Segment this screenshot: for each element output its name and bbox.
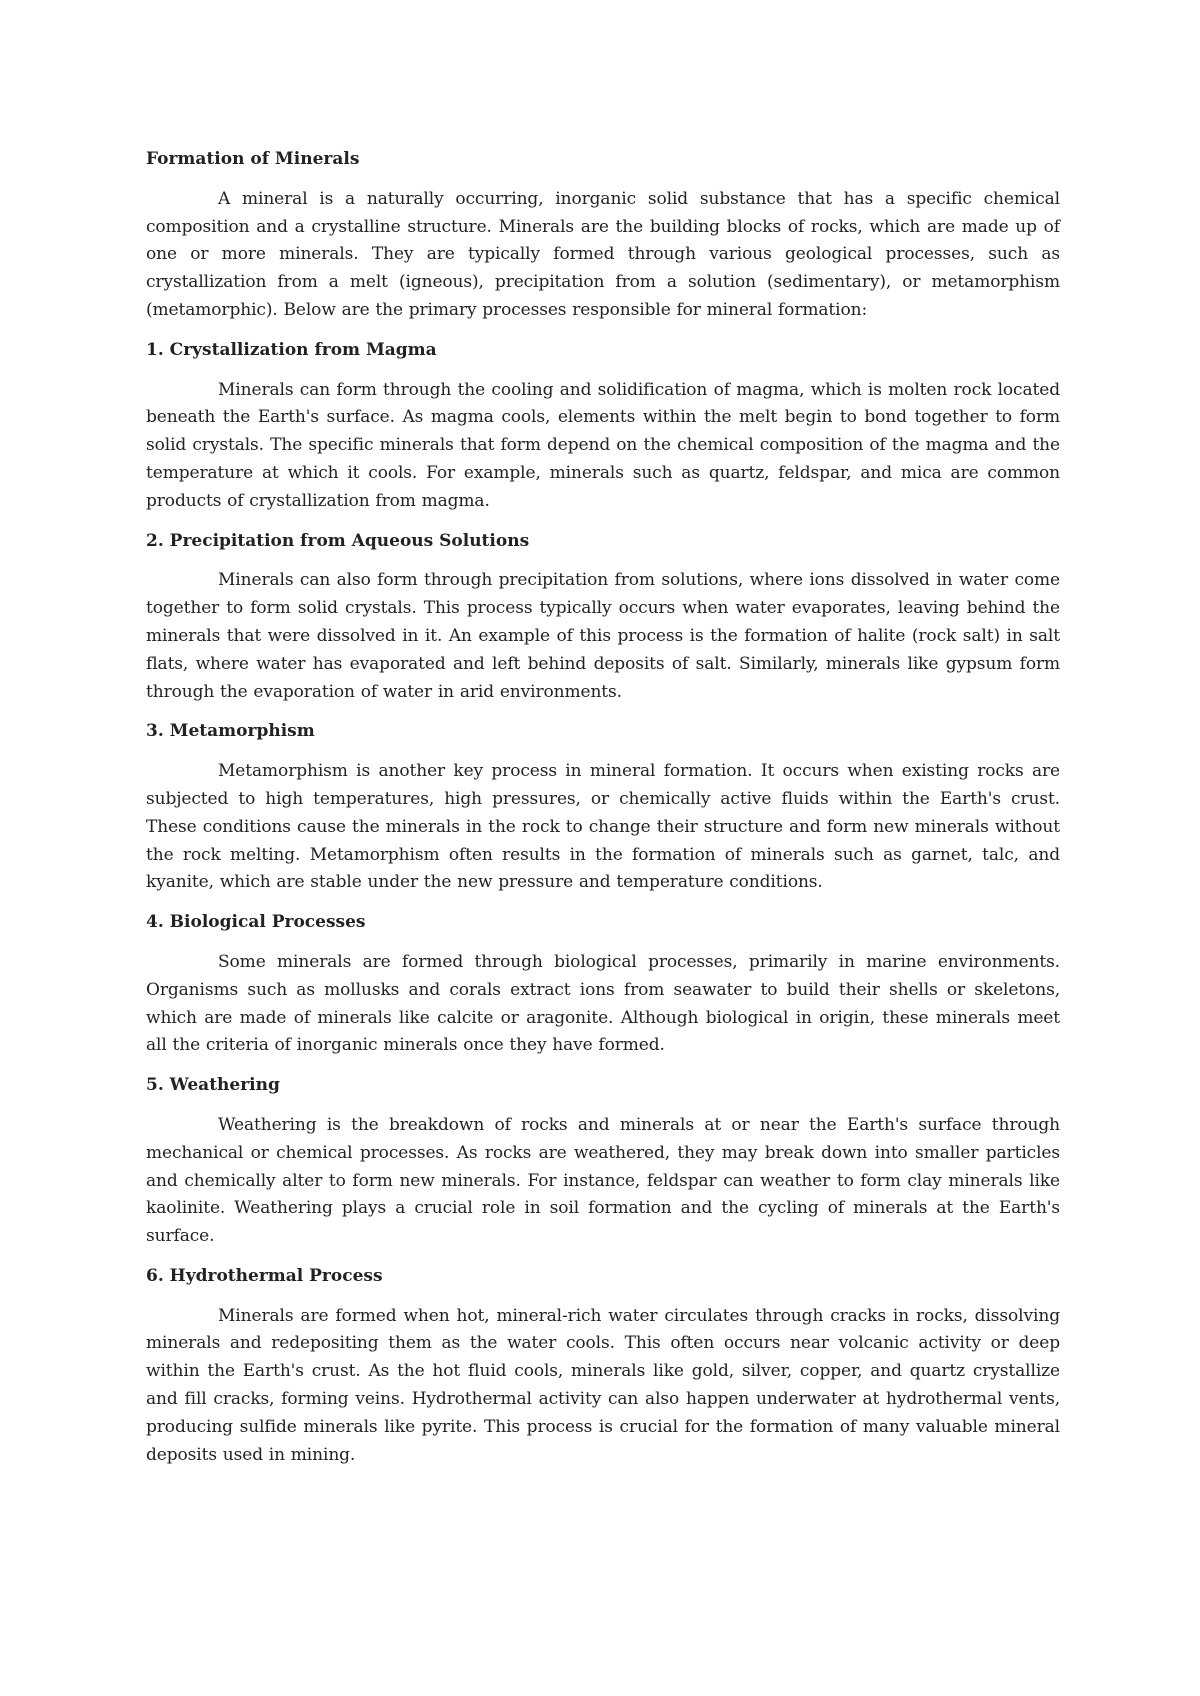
section-metamorphism bbox=[146, 718, 1060, 897]
section-crystallization bbox=[146, 337, 1060, 516]
section-heading: 1. Crystallization from Magma bbox=[146, 339, 437, 360]
section-heading: 5. Weathering bbox=[146, 1075, 280, 1096]
intro-paragraph: A mineral is a naturally occurring, inorganic solid substance that has a specific chemical composition and a crystalline structure. Minerals are the building blocks of rocks, which are made up of one or more minerals. They are typically formed through various geological processes, such as crystallization from a melt (igneous), precipitation from a solution (sedimentary), or metamorphism (metamorphic). Below are the primary processes responsible for mineral formation: bbox=[146, 188, 1060, 320]
section-hydrothermal bbox=[146, 1263, 1060, 1470]
section-paragraph: Minerals are formed when hot, mineral-rich water circulates through cracks in rocks, dissolving minerals and redepositing them as the water cools. This often occurs near volcanic activity or deep within the Earth's crust. As the hot fluid cools, minerals like gold, silver, copper, and quartz crystallize and fill cracks, forming veins. Hydrothermal activity can also happen underwater at hydrothermal vents, producing sulfide minerals like pyrite. This process is crucial for the formation of many valuable mineral deposits used in mining. bbox=[146, 1305, 1060, 1465]
section-heading: 4. Biological Processes bbox=[146, 912, 366, 933]
section-weathering bbox=[146, 1072, 1060, 1251]
section-paragraph: Metamorphism is another key process in mineral formation. It occurs when existing rocks are subjected to high temperatures, high pressures, or chemically active fluids within the Earth's crust. These conditions cause the minerals in the rock to change their structure and form new minerals without the rock melting. Metamorphism often results in the formation of minerals such as garnet, talc, and kyanite, which are stable under the new pressure and temperature conditions. bbox=[146, 761, 1060, 893]
section-paragraph: Minerals can also form through precipitation from solutions, where ions dissolved in water come together to form solid crystals. This process typically occurs when water evaporates, leaving behind the minerals that were dissolved in it. An example of this process is the formation of halite (rock salt) in salt flats, where water has evaporated and left behind deposits of salt. Similarly, minerals like gypsum form through the evaporation of water in arid environments. bbox=[146, 570, 1060, 702]
section-paragraph: Weathering is the breakdown of rocks and minerals at or near the Earth's surface through mechanical or chemical processes. As rocks are weathered, they may break down into smaller particles and chemically alter to form new minerals. For instance, feldspar can weather to form clay minerals like kaolinite. Weathering plays a crucial role in soil formation and the cycling of minerals at the Earth's surface. bbox=[146, 1114, 1060, 1247]
section-precipitation bbox=[146, 528, 1060, 707]
section-heading: 2. Precipitation from Aqueous Solutions bbox=[146, 530, 530, 551]
document-title: Formation of Minerals bbox=[146, 149, 360, 169]
section-paragraph: Some minerals are formed through biological processes, primarily in marine environments. Organisms such as mollusks and corals extract ions from seawater to build their shells or skeletons, which are made of minerals like calcite or aragonite. Although biological in origin, these minerals meet all the criteria of inorganic minerals once they have formed. bbox=[146, 951, 1060, 1056]
section-heading: 6. Hydrothermal Process bbox=[146, 1265, 383, 1286]
section-paragraph: Minerals can form through the cooling and solidification of magma, which is molten rock located beneath the Earth's surface. As magma cools, elements within the melt begin to bond together to form solid crystals. The specific minerals that form depend on the chemical composition of the magma and the temperature at which it cools. For example, minerals such as quartz, feldspar, and mica are common products of crystallization from magma. bbox=[146, 379, 1060, 511]
section-heading: 3. Metamorphism bbox=[146, 721, 315, 742]
section-biological bbox=[146, 909, 1060, 1060]
document-page bbox=[146, 146, 1060, 1469]
